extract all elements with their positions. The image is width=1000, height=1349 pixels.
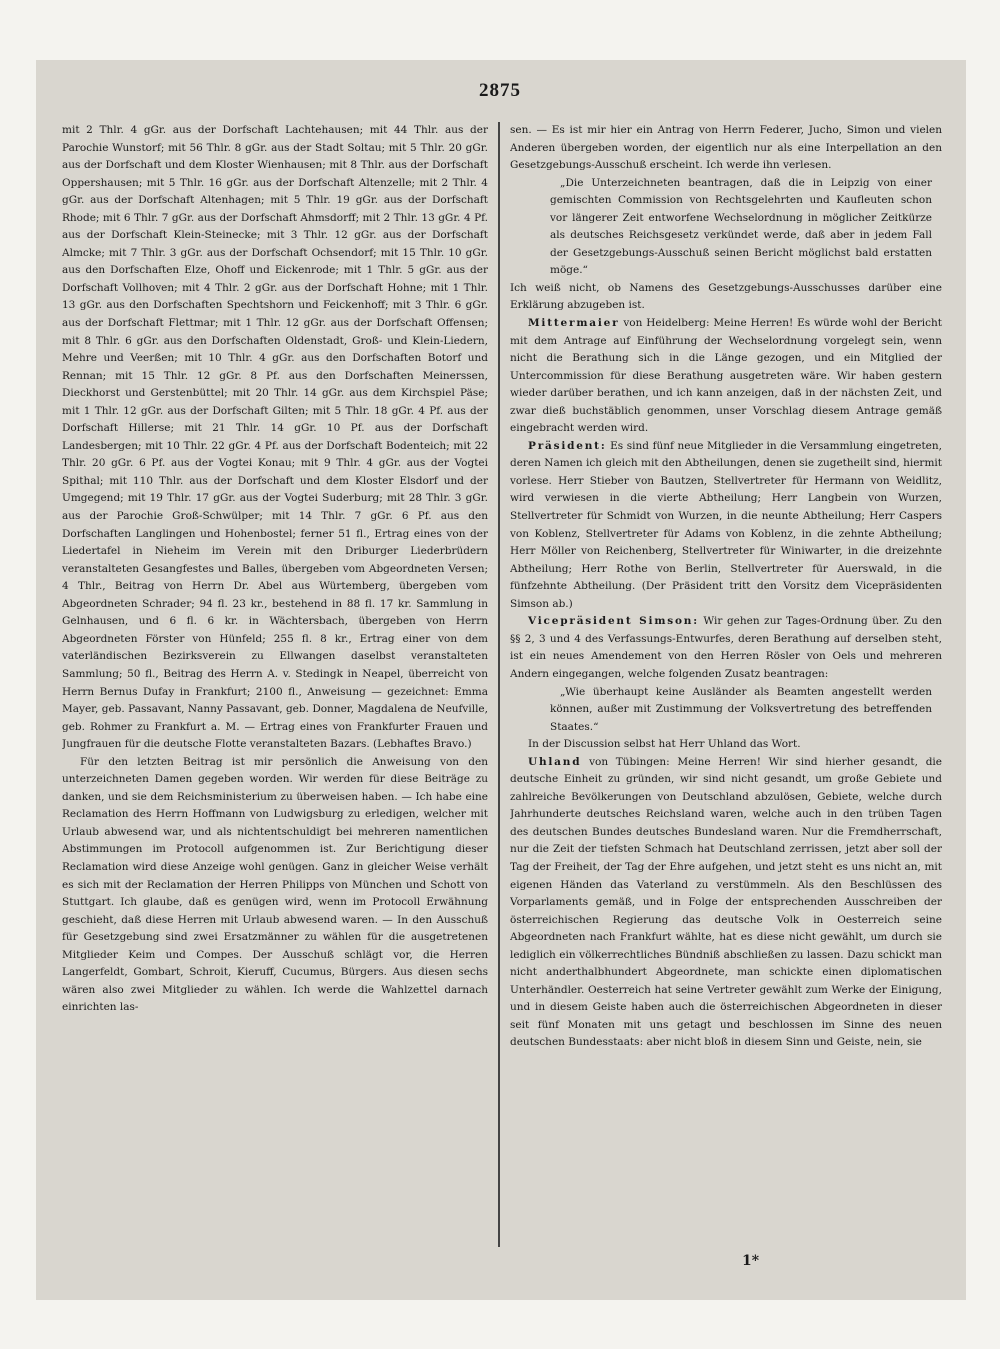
speech-vicepraesident — [510, 613, 942, 683]
speech-text: Wir gehen zur Tages-Ordnung über. Zu den §§ 2, 3 und 4 des Verfassungs-Entwurfes, deren Berathung auf derselben steht, ist ein neues Amendement von den Herren Rösler von Oels und mehreren Andern eingegangen, welche folgenden Zusatz beantragen: — [510, 615, 942, 680]
speech-text: von Tübingen: Meine Herren! Wir sind hierher gesandt, die deutsche Einheit zu gründen, wir sind nicht gesandt, um große Gebiete und zahlreiche Bevölkerungen von Deutschland abzulösen, Gebiete, welche durch Jahrhunderte deutsches Reichsland waren, welche auch in den trüben Tagen des deutschen Bundes deutsches Bundesland waren. Nur die Fremdherrschaft, nur die Zeit der tiefsten Schmach hat Deutschland zerrissen, jetzt aber soll der Tag der Freiheit, der Tag der Ehre aufgehen, und jetzt steht es uns nicht an, mit eigenen Händen das Vaterland zu verstümmeln. Als den Beschlüssen des Vorparlaments gemäß, und in Folge der entsprechenden Ausschreiben der österreichischen Regierung das deutsche Volk in Oesterreich seine Abgeordneten nach Frankfurt wählte, hat es diese nicht gewählt, um durch sie lediglich ein völkerrechtliches Bündniß abschließen zu lassen. Dazu schickt man nicht anderthalbhundert Abgeordnete, man schickte einen diplomatischen Unterhändler. Oesterreich hat seine Vertreter gewählt zum Werke der Einigung, und in diesem Geiste haben auch die österreichischen Abgeordneten in dieser seit fünf Monaten mit uns getagt und beschlossen im Sinne des neuen deutschen Bundesstaats: aber nicht bloß in diesem Sinn und Geiste, nein, sie — [510, 755, 942, 1049]
speech-mittermaier — [510, 315, 942, 438]
column-divider — [498, 122, 500, 1247]
speaker-name: Mittermaier — [528, 317, 620, 330]
left-paragraph-2: Für den letzten Beitrag ist mir persönlich die Anweisung von den unterzeichneten Damen gegeben worden. Wir werden für diese Beiträge zu danken, und sie dem Reichsministerium zu überweisen haben. — Ich habe eine Reclamation des Herrn Hoffmann von Ludwigsburg zu erledigen, welcher mit Urlaub abwesend war, und als nichtentschuldigt bei mehreren namentlichen Abstimmungen im Protocoll aufgenommen ist. Zur Berichtigung dieser Reclamation wird diese Anzeige wohl genügen. Ganz in gleicher Weise verhält es sich mit der Reclamation der Herren Philipps von München und Schott von Stuttgart. Ich glaube, daß es genügen wird, wenn im Protocoll Erwähnung geschieht, daß diese Herren mit Urlaub abwesend waren. — In den Ausschuß für Gesetzgebung sind zwei Ersatzmänner zu wählen für die ausgetretenen Mitglieder Keim und Compes. Der Ausschuß schlägt vor, die Herren Langerfeldt, Gombart, Schroit, Kieruff, Cucumus, Bürgers. Aus diesen sechs wären also zwei Mitglieder zu wählen. Ich werde die Wahlzettel darnach einrichten las- — [62, 755, 488, 1014]
right-paragraph-3: In der Discussion selbst hat Herr Uhland das Wort. — [528, 738, 801, 751]
speech-text: von Heidelberg: Meine Herren! Es würde wohl der Bericht mit dem Antrage auf Einführung der Wechselordnung vorgelegt sein, wenn nicht die Berathung sich in die Länge gezogen, und ein Mitglied der Untercommission für diese Berathung ausgetreten wäre. Wir haben gestern wieder darüber berathen, und ich kann anzeigen, daß in der nächsten Zeit, und zwar dieß buchstäblich genommen, unser Vorschlag diesem Antrage gemäß eingebracht werden wird. — [510, 317, 942, 435]
quote-2-text: „Wie überhaupt keine Ausländer als Beamten angestellt werden können, außer mit Zustimmung der Volksvertretung des betreffenden Staates.“ — [550, 685, 932, 733]
speech-uhland — [510, 754, 942, 1052]
right-paragraph-1: sen. — Es ist mir hier ein Antrag von Herrn Federer, Jucho, Simon und vielen Anderen übergeben worden, der eigentlich nur als eine Interpellation an den Gesetzgebungs-Ausschuß erscheint. Ich werde ihn verlesen. — [510, 124, 942, 172]
speech-text: Es sind fünf neue Mitglieder in die Versammlung eingetreten, deren Namen ich gleich mit den Abtheilungen, denen sie zugetheilt sind, hiermit vorlese. Herr Stieber von Bautzen, Stellvertreter für Hermann von Weidlitz, wird verwiesen in die vierte Abtheilung; Herr Langbein von Wurzen, Stellvertreter für Schmidt von Wurzen, in die neunte Abtheilung; Herr Caspers von Koblenz, Stellvertreter für Adams von Koblenz, in die zehnte Abtheilung; Herr Möller von Reichenberg, Stellvertreter für Winiwarter, in die dreizehnte Abtheilung; Herr Rothe von Berlin, Stellvertreter für Auerswald, in die fünfzehnte Abtheilung. (Der Präsident tritt den Vorsitz dem Vicepräsidenten Simson ab.) — [510, 439, 942, 610]
left-paragraph-1: mit 2 Thlr. 4 gGr. aus der Dorfschaft Lachtehausen; mit 44 Thlr. aus der Parochie Wunstorf; mit 56 Thlr. 8 gGr. aus der Stadt Soltau; mit 5 Thlr. 20 gGr. aus der Dorfschaft und dem Kloster Wienhausen; mit 8 Thlr. aus der Dorfschaft Oppershausen; mit 5 Thlr. 16 gGr. aus der Dorfschaft Altenzelle; mit 2 Thlr. 4 gGr. aus der Dorfschaft Altenhagen; mit 5 Thlr. 19 gGr. aus der Dorfschaft Rhode; mit 6 Thlr. 7 gGr. aus der Dorfschaft Ahmsdorff; mit 2 Thlr. 13 gGr. 4 Pf. aus der Dorfschaft Klein-Steinecke; mit 3 Thlr. 12 gGr. aus der Dorfschaft Almcke; mit 7 Thlr. 3 gGr. aus der Dorfschaft Ochsendorf; mit 15 Thlr. 10 gGr. aus den Dorfschaften Elze, Ohoff und Eickenrode; mit 1 Thlr. 5 gGr. aus der Dorfschaft Vollhoven; mit 4 Thlr. 2 gGr. aus der Dorfschaft Hohne; mit 1 Thlr. 13 gGr. aus den Dorfschaften Spechtshorn und Feickenhoff; mit 3 Thlr. 6 gGr. aus der Dorfschaft Flettmar; mit 1 Thlr. 12 gGr. aus der Dorfschaft Offensen; mit 8 Thlr. 6 gGr. aus den Dorfschaften Oldenstadt, Groß- und Klein-Liedern, Mehre und Veerßen; mit 10 Thlr. 4 gGr. aus den Dorfschaften Botorf und Rennan; mit 15 Thlr. 12 gGr. 8 Pf. aus den Dorfschaften Meinerssen, Dieckhorst und Gerstenbüttel; mit 20 Thlr. 14 gGr. aus dem Kirchspiel Päse; mit 1 Thlr. 12 gGr. aus der Dorfschaft Gilten; mit 5 Thlr. 18 gGr. 4 Pf. aus der Dorfschaft Hillerse; mit 21 Thlr. 14 gGr. 10 Pf. aus der Dorfschaft Landesbergen; mit 10 Thlr. 22 gGr. 4 Pf. aus der Dorfschaft Bodenteich; mit 22 Thlr. 20 gGr. 6 Pf. aus der Vogtei Konau; mit 9 Thlr. 4 gGr. aus der Vogtei Spithal; mit 110 Thlr. aus der Dorfschaft und dem Kloster Elsdorf und der Umgegend; mit 19 Thlr. 17 gGr. aus der Vogtei Suderburg; mit 28 Thlr. 3 gGr. aus der Parochie Groß-Schwülper; mit 14 Thlr. 7 gGr. 6 Pf. aus den Dorfschaften Langlingen und Hohenbostel; ferner 51 fl., Ertrag eines von der Liedertafel in Nieheim im Verein mit den Driburger Liederbrüdern veranstalteten Gesangfestes und Balles, übergeben vom Abgeordneten Versen; 4 Thlr., Beitrag von Herrn Dr. Abel aus Würtemberg, übergeben vom Abgeordneten Schrader; 94 fl. 23 kr., bestehend in 88 fl. 17 kr. Sammlung in Gelnhausen, und 6 fl. 6 kr. in Wächtersbach, übergeben von Herrn Abgeordneten Förster von Hünfeld; 255 fl. 8 kr., Ertrag einer von dem vaterländischen Bezirksverein zu Ellwangen daselbst veranstalteten Sammlung; 50 fl., Beitrag des Herrn A. v. Stedingk in Neapel, überreicht von Herrn Bernus Dufay in Frankfurt; 2100 fl., Anweisung — gezeichnet: Emma Mayer, geb. Passavant, Nanny Passavant, geb. Donner, Magdalena de Neufville, geb. Rohmer zu Frankfurt a. M. — Ertrag eines von Frankfurter Frauen und Jungfrauen für die deutsche Flotte veranstalteten Bazars. (Lebhaftes Bravo.) — [62, 124, 488, 751]
quoted-motion-1 — [550, 175, 932, 280]
left-column — [62, 122, 488, 1252]
quoted-amendment — [550, 684, 932, 737]
speaker-name: Uhland — [528, 755, 582, 768]
page-number: 2875 — [479, 80, 521, 101]
speaker-name: Präsident: — [528, 439, 607, 452]
speaker-name: Vicepräsident Simson: — [528, 615, 699, 628]
signature-mark: 1* — [742, 1253, 760, 1269]
quote-1-text: „Die Unterzeichneten beantragen, daß die in Leipzig von einer gemischten Commission von Rechtsgelehrten und Kaufleuten schon vor längerer Zeit entworfene Wechselordnung in möglicher Zeitkürze als deutsches Reichsgesetz verkündet werde, daß aber in jedem Fall der Gesetzgebungs-Ausschuß seinen Bericht möglichst bald erstatten möge.“ — [550, 176, 932, 277]
right-paragraph-2: Ich weiß nicht, ob Namens des Gesetzgebungs-Ausschusses darüber eine Erklärung abzugeben ist. — [510, 281, 942, 312]
right-column — [510, 122, 942, 1252]
speech-praesident — [510, 438, 942, 613]
